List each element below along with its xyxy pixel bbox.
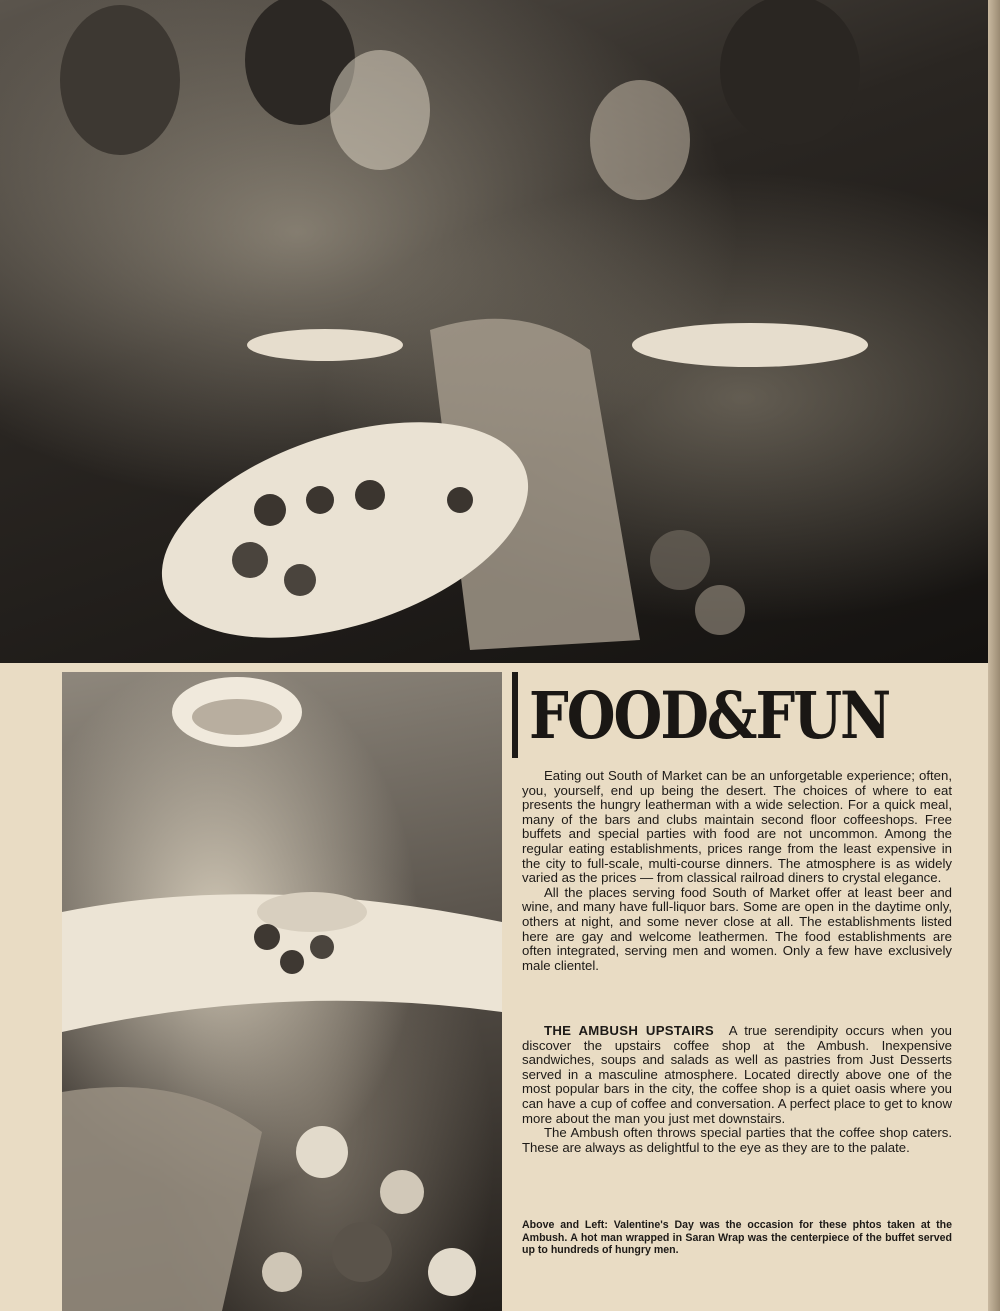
photo-caption: Above and Left: Valentine's Day was the occasion for these phtos taken at the Ambush. A hot man wrapped in Saran Wrap was the centerpiece of the buffet served up to hundreds of hungry men. bbox=[522, 1219, 952, 1256]
ambush-paragraph-1 bbox=[522, 1024, 952, 1126]
left-photo-illustration bbox=[62, 672, 502, 1311]
ambush-paragraph-2: The Ambush often throws special parties that the coffee shop caters. These are always as delightful to the eye as they are to the palate. bbox=[522, 1125, 952, 1155]
left-photo bbox=[62, 672, 502, 1311]
article bbox=[512, 672, 952, 1311]
intro-paragraph-1: Eating out South of Market can be an unforgetable experience; often, you, yourself, end up being the desert. The choices of where to eat presents the hungry leatherman with a wide selection. For a quick meal, many of the bars and clubs maintain second floor coffeeshops. Free buffets and special parties with food are not uncommon. Among the regular eating establishments, prices range from the least expensive in the city to full-scale, multi-course dinners. The atmosphere is as widely varied as the prices — from classical railroad diners to crystal elegance. bbox=[522, 768, 952, 886]
ambush-heading: THE AMBUSH UPSTAIRS bbox=[544, 1023, 714, 1038]
intro-paragraph-2: All the places serving food South of Market offer at least beer and wine, and many have full-liquor bars. Some are open in the daytime only, others at night, and some never close at all. The establishments listed here are gay and welcome leathermen. The food establishments are often integrated, serving men and women. Only a few have exclusively male clientel. bbox=[522, 884, 952, 973]
title-rule bbox=[512, 672, 518, 758]
intro-text bbox=[522, 769, 952, 973]
ambush-paragraph-1-text: A true serendipity occurs when you discover the upstairs coffee shop at the Ambush. Inexpensive sandwiches, soups and salads as well as pastries from Just Desserts served in a masculine atmosphere. Located directly above one of the most popular bars in the city, the coffee shop is a quiet oasis where you can have a cup of coffee and conversation. A perfect place to get to know more about the man you just met downstairs. bbox=[522, 1023, 952, 1126]
page-edge bbox=[988, 0, 1000, 1311]
ambush-section bbox=[522, 1024, 952, 1155]
article-title: FOOD&FUN bbox=[529, 678, 890, 754]
